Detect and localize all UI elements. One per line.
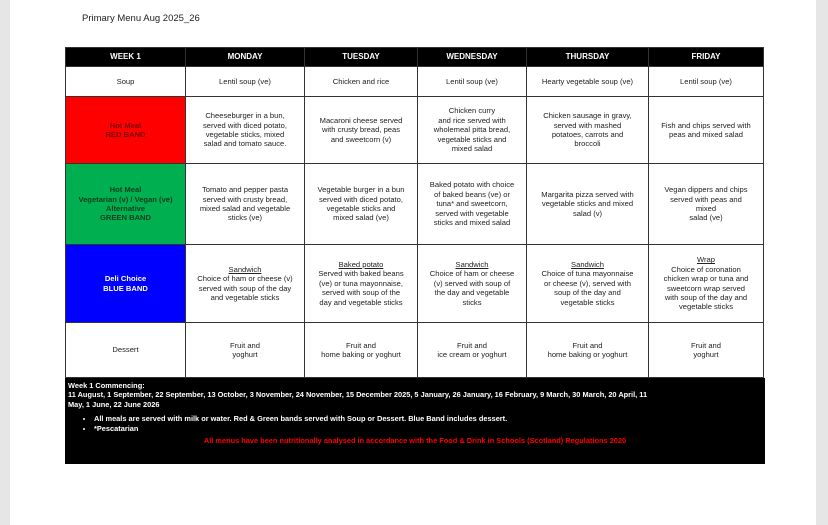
cell-line: mixed salad (ve) (333, 213, 389, 223)
cell-line: Macaroni cheese served (319, 115, 403, 125)
cell-line: Fish and chips served with (661, 120, 751, 130)
cell-line: Tomato and pepper pasta (201, 185, 289, 195)
cell-line: with soup of the day and (664, 292, 748, 302)
header-thursday: THURSDAY (527, 48, 649, 67)
cell-line: served with soup of the (321, 288, 401, 298)
header-friday: FRIDAY (649, 48, 764, 67)
row-hot-meal-green (66, 164, 764, 245)
cell-line: soup of the day and (554, 288, 621, 298)
row-label-line: Hot Meal (109, 185, 142, 195)
cell-line: vegetable sticks (560, 297, 615, 307)
cell-line: served with peas and (670, 194, 742, 204)
cell-hot-meal-red-friday (649, 97, 764, 164)
cell-dessert-monday (186, 323, 305, 378)
cell-hot-meal-green-monday (186, 164, 305, 245)
header-wednesday: WEDNESDAY (418, 48, 527, 67)
cell-line: Chicken and rice (332, 76, 390, 86)
cell-hot-meal-green-friday (649, 164, 764, 245)
row-label-line: Vegetarian (v) / Vegan (ve) (78, 194, 173, 204)
commencing-dates-line2: May, 1 June, 22 June 2026 (68, 399, 160, 409)
cell-hot-meal-green-tuesday (305, 164, 418, 245)
cell-line: Cheeseburger in a bun, (205, 111, 285, 121)
cell-dessert-thursday (527, 323, 649, 378)
cell-line: salad (v) (572, 208, 603, 218)
cell-soup-wednesday (418, 67, 527, 97)
row-label-line: Soup (116, 76, 135, 86)
cell-line: Margarita pizza served with (541, 189, 634, 199)
row-label-line: Alternative (105, 204, 146, 213)
cell-soup-monday (186, 67, 305, 97)
cell-line: mixed salad (451, 144, 493, 154)
cell-dessert-wednesday (418, 323, 527, 378)
cell-line: Lentil soup (ve) (680, 76, 732, 86)
cell-line: sticks (462, 297, 482, 307)
cell-line: salad (ve) (689, 213, 723, 223)
cell-line: home baking or yoghurt (321, 350, 401, 359)
cell-line: Fruit and (346, 340, 376, 350)
cell-line: day and vegetable sticks (319, 297, 403, 307)
cell-hot-meal-green-thursday (527, 164, 649, 245)
cell-soup-friday (649, 67, 764, 97)
cell-line: Chicken curry (448, 106, 496, 116)
cell-line: peas and mixed salad (669, 130, 743, 139)
cell-line: home baking or yoghurt (547, 350, 628, 359)
cell-line: Choice of ham or cheese (429, 269, 515, 279)
cell-line: and vegetable sticks (210, 292, 280, 302)
cell-line: mixed (695, 204, 717, 213)
cell-line: served with crusty bread, (202, 194, 288, 204)
cell-line: Lentil soup (ve) (446, 76, 498, 86)
footer-notes-list (68, 414, 762, 433)
cell-line: broccoli (574, 139, 601, 149)
cell-line: served with vegetable (435, 208, 509, 218)
cell-line: vegetable sticks and mixed (541, 199, 634, 209)
cell-line: Vegan dippers and chips (664, 185, 748, 195)
header-tuesday: TUESDAY (305, 48, 418, 67)
cell-line: Lentil soup (ve) (219, 76, 271, 86)
document-page (10, 0, 816, 525)
cell-line: tuna* and sweetcorn, (436, 199, 508, 209)
cell-line: Fruit and (457, 340, 487, 350)
header-monday: MONDAY (186, 48, 305, 67)
cell-line: (ve) or tuna mayonnaise, (319, 278, 403, 288)
cell-line: Chicken sausage in gravy, (543, 111, 632, 121)
cell-soup-thursday (527, 67, 649, 97)
footer-note-item: • All meals are served with milk or water. Red & Green bands served with Soup or Dessert. Blue Band includes dessert. (94, 414, 762, 423)
cell-line: vegetable sticks, mixed (205, 130, 285, 139)
cell-line: sticks and mixed salad (433, 218, 511, 228)
cell-line: the day and vegetable (434, 288, 510, 298)
row-label-line: GREEN BAND (99, 213, 152, 223)
cell-dessert-friday (649, 323, 764, 378)
cell-line: Choice of tuna mayonnaise (541, 269, 634, 279)
cell-line: served with soup of the day (198, 283, 292, 293)
row-label-dessert (66, 323, 186, 378)
cell-line: or cheese (v), served with (544, 278, 631, 288)
commencing-label: Week 1 Commencing: (68, 381, 145, 390)
cell-line: Baked potato with choice (429, 180, 515, 190)
row-label-soup (66, 67, 186, 97)
cell-line: and rice served with (438, 115, 506, 125)
cell-hot-meal-red-monday (186, 97, 305, 164)
cell-line: sweetcorn wrap served (666, 283, 746, 293)
footer-note-item: • *Pescatarian (94, 424, 762, 433)
cell-line: mixed salad and vegetable (199, 204, 291, 213)
row-hot-meal-red (66, 97, 764, 164)
cell-line: with crusty bread, peas (321, 125, 401, 135)
cell-hot-meal-red-tuesday (305, 97, 418, 164)
cell-deli-blue-friday (649, 245, 764, 323)
cell-line: Choice of ham or cheese (v) (197, 274, 293, 284)
cell-heading: Sandwich (455, 259, 489, 269)
cell-line: salad and tomato sauce. (203, 139, 287, 149)
cell-soup-tuesday (305, 67, 418, 97)
row-deli-blue (66, 245, 764, 323)
cell-line: served with diced potato, (202, 120, 287, 130)
cell-heading: Baked potato (338, 259, 384, 269)
cell-line: vegetable sticks and (326, 204, 396, 213)
row-dessert (66, 323, 764, 378)
cell-line: vegetable sticks and (437, 134, 507, 144)
footer-panel (65, 378, 765, 464)
cell-line: Vegetable burger in a bun (317, 185, 405, 195)
cell-line: sticks (ve) (227, 213, 263, 223)
cell-line: Choice of coronation (671, 264, 741, 274)
row-label-line: Deli Choice (104, 274, 147, 284)
cell-hot-meal-red-thursday (527, 97, 649, 164)
nutrition-note: All menus have been nutritionally analysed in accordance with the Food & Drink in Schools (Scotland) Regulations 2020 (203, 436, 627, 446)
row-soup (66, 67, 764, 97)
cell-line: Hearty vegetable soup (ve) (541, 76, 634, 86)
cell-deli-blue-wednesday (418, 245, 527, 323)
cell-deli-blue-tuesday (305, 245, 418, 323)
row-label-line: BLUE BAND (103, 283, 148, 293)
cell-line: ice cream or yoghurt (437, 350, 507, 359)
cell-line: and sweetcorn (v) (330, 134, 392, 144)
cell-line: potatoes, carrots and (551, 130, 624, 139)
cell-line: Fruit and (691, 340, 721, 350)
header-week: WEEK 1 (66, 48, 186, 67)
row-label-hot-meal-red (66, 97, 186, 164)
cell-heading: Sandwich (228, 264, 262, 274)
cell-line: chicken wrap or tuna and (663, 274, 749, 284)
cell-heading: Wrap (696, 255, 715, 265)
cell-line: Served with baked beans (318, 269, 404, 279)
cell-line: served with diced potato, (318, 194, 403, 204)
cell-deli-blue-thursday (527, 245, 649, 323)
row-label-deli-blue (66, 245, 186, 323)
cell-line: wholemeal pitta bread, (433, 125, 511, 135)
row-label-hot-meal-green (66, 164, 186, 245)
cell-line: yoghurt (232, 350, 258, 359)
document-title: Primary Menu Aug 2025_26 (82, 13, 200, 24)
commencing-dates-line1: 11 August, 1 September, 22 September, 13 October, 3 November, 24 November, 15 December 2025, 5 January, 26 January, 16 February, 9 March, 30 March, 20 April, 11 (68, 390, 648, 400)
cell-hot-meal-green-wednesday (418, 164, 527, 245)
row-label-line: Dessert (112, 345, 139, 355)
row-label-line: RED BAND (105, 130, 146, 139)
cell-dessert-tuesday (305, 323, 418, 378)
cell-line: Fruit and (230, 340, 260, 350)
cell-line: vegetable sticks (678, 302, 734, 312)
cell-deli-blue-monday (186, 245, 305, 323)
row-label-line: Hot Meal (109, 120, 142, 130)
cell-line: served with mashed (553, 120, 622, 130)
menu-table (65, 47, 764, 378)
header-row (66, 48, 764, 67)
cell-line: of baked beans (ve) or (434, 189, 510, 199)
cell-hot-meal-red-wednesday (418, 97, 527, 164)
cell-line: Fruit and (572, 340, 603, 350)
cell-line: yoghurt (693, 350, 719, 359)
cell-line: (v) served with soup of (433, 278, 511, 288)
cell-heading: Sandwich (571, 259, 604, 269)
